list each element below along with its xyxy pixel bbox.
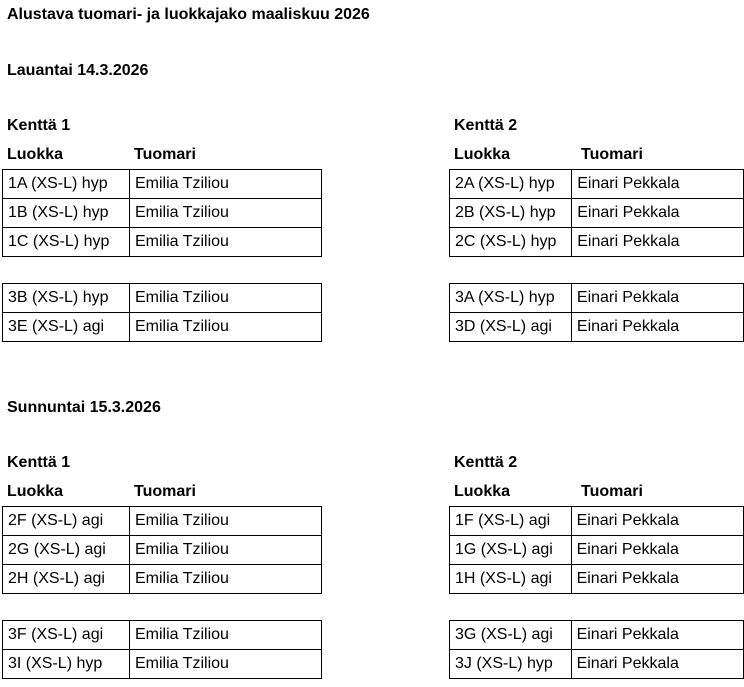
- class-cell: 1B (XS-L) hyp: [3, 199, 130, 228]
- judge-cell: Emilia Tziliou: [130, 565, 322, 594]
- class-cell: 3D (XS-L) agi: [450, 313, 572, 342]
- field-heading: Kenttä 1: [7, 454, 71, 471]
- class-cell: 2C (XS-L) hyp: [450, 228, 572, 257]
- class-cell: 1H (XS-L) agi: [450, 565, 572, 594]
- field-heading: Kenttä 1: [7, 117, 71, 134]
- table-row: [3, 507, 322, 536]
- judge-cell: Einari Pekkala: [571, 565, 743, 594]
- judge-cell: Emilia Tziliou: [130, 199, 322, 228]
- table-row: [3, 621, 322, 650]
- judge-cell: Einari Pekkala: [571, 621, 743, 650]
- class-cell: 2B (XS-L) hyp: [450, 199, 572, 228]
- table-row: [3, 313, 322, 342]
- schedule-table: [2, 506, 322, 594]
- judge-cell: Einari Pekkala: [572, 199, 744, 228]
- class-cell: 3J (XS-L) hyp: [450, 650, 572, 679]
- schedule-table: [2, 283, 322, 342]
- judge-cell: Einari Pekkala: [571, 284, 743, 313]
- table-row: [450, 565, 744, 594]
- schedule-table: [449, 506, 744, 594]
- class-cell: 3B (XS-L) hyp: [3, 284, 130, 313]
- judge-cell: Emilia Tziliou: [130, 284, 322, 313]
- class-cell: 2H (XS-L) agi: [3, 565, 130, 594]
- table-row: [3, 170, 322, 199]
- table-row: [3, 284, 322, 313]
- table-row: [450, 313, 744, 342]
- judge-cell: Emilia Tziliou: [130, 621, 322, 650]
- column-header-class: Luokka: [454, 146, 511, 163]
- judge-cell: Emilia Tziliou: [130, 228, 322, 257]
- class-cell: 1C (XS-L) hyp: [3, 228, 130, 257]
- judge-cell: Einari Pekkala: [572, 228, 744, 257]
- judge-cell: Emilia Tziliou: [130, 313, 322, 342]
- class-cell: 1G (XS-L) agi: [450, 536, 572, 565]
- table-row: [3, 228, 322, 257]
- table-row: [450, 621, 744, 650]
- class-cell: 2A (XS-L) hyp: [450, 170, 572, 199]
- column-header-judge: Tuomari: [581, 146, 643, 163]
- table-row: [450, 536, 744, 565]
- class-cell: 1A (XS-L) hyp: [3, 170, 130, 199]
- class-cell: 3I (XS-L) hyp: [3, 650, 130, 679]
- column-header-judge: Tuomari: [134, 483, 196, 500]
- column-header-class: Luokka: [7, 146, 64, 163]
- table-row: [450, 199, 744, 228]
- judge-cell: Emilia Tziliou: [130, 507, 322, 536]
- schedule-table: [2, 169, 322, 257]
- class-cell: 3F (XS-L) agi: [3, 621, 130, 650]
- judge-cell: Emilia Tziliou: [130, 170, 322, 199]
- column-header-judge: Tuomari: [134, 146, 196, 163]
- day-heading: Lauantai 14.3.2026: [7, 62, 149, 79]
- class-cell: 2F (XS-L) agi: [3, 507, 130, 536]
- schedule-table: [449, 169, 744, 257]
- judge-cell: Einari Pekkala: [571, 507, 743, 536]
- field-heading: Kenttä 2: [454, 454, 518, 471]
- judge-cell: Emilia Tziliou: [130, 650, 322, 679]
- table-row: [3, 565, 322, 594]
- table-row: [3, 536, 322, 565]
- judge-cell: Einari Pekkala: [572, 170, 744, 199]
- table-row: [450, 284, 744, 313]
- class-cell: 2G (XS-L) agi: [3, 536, 130, 565]
- table-row: [3, 199, 322, 228]
- schedule-table: [449, 283, 744, 342]
- judge-cell: Einari Pekkala: [571, 650, 743, 679]
- judge-cell: Emilia Tziliou: [130, 536, 322, 565]
- class-cell: 1F (XS-L) agi: [450, 507, 572, 536]
- column-header-class: Luokka: [454, 483, 511, 500]
- class-cell: 3A (XS-L) hyp: [450, 284, 572, 313]
- schedule-table: [449, 620, 744, 679]
- class-cell: 3E (XS-L) agi: [3, 313, 130, 342]
- table-row: [3, 650, 322, 679]
- field-heading: Kenttä 2: [454, 117, 518, 134]
- schedule-table: [2, 620, 322, 679]
- day-heading: Sunnuntai 15.3.2026: [7, 399, 161, 416]
- page-title: Alustava tuomari- ja luokkajako maaliskuu 2026: [7, 6, 370, 23]
- judge-cell: Einari Pekkala: [571, 536, 743, 565]
- table-row: [450, 170, 744, 199]
- table-row: [450, 650, 744, 679]
- judge-cell: Einari Pekkala: [571, 313, 743, 342]
- class-cell: 3G (XS-L) agi: [450, 621, 572, 650]
- table-row: [450, 507, 744, 536]
- table-row: [450, 228, 744, 257]
- column-header-class: Luokka: [7, 483, 64, 500]
- column-header-judge: Tuomari: [581, 483, 643, 500]
